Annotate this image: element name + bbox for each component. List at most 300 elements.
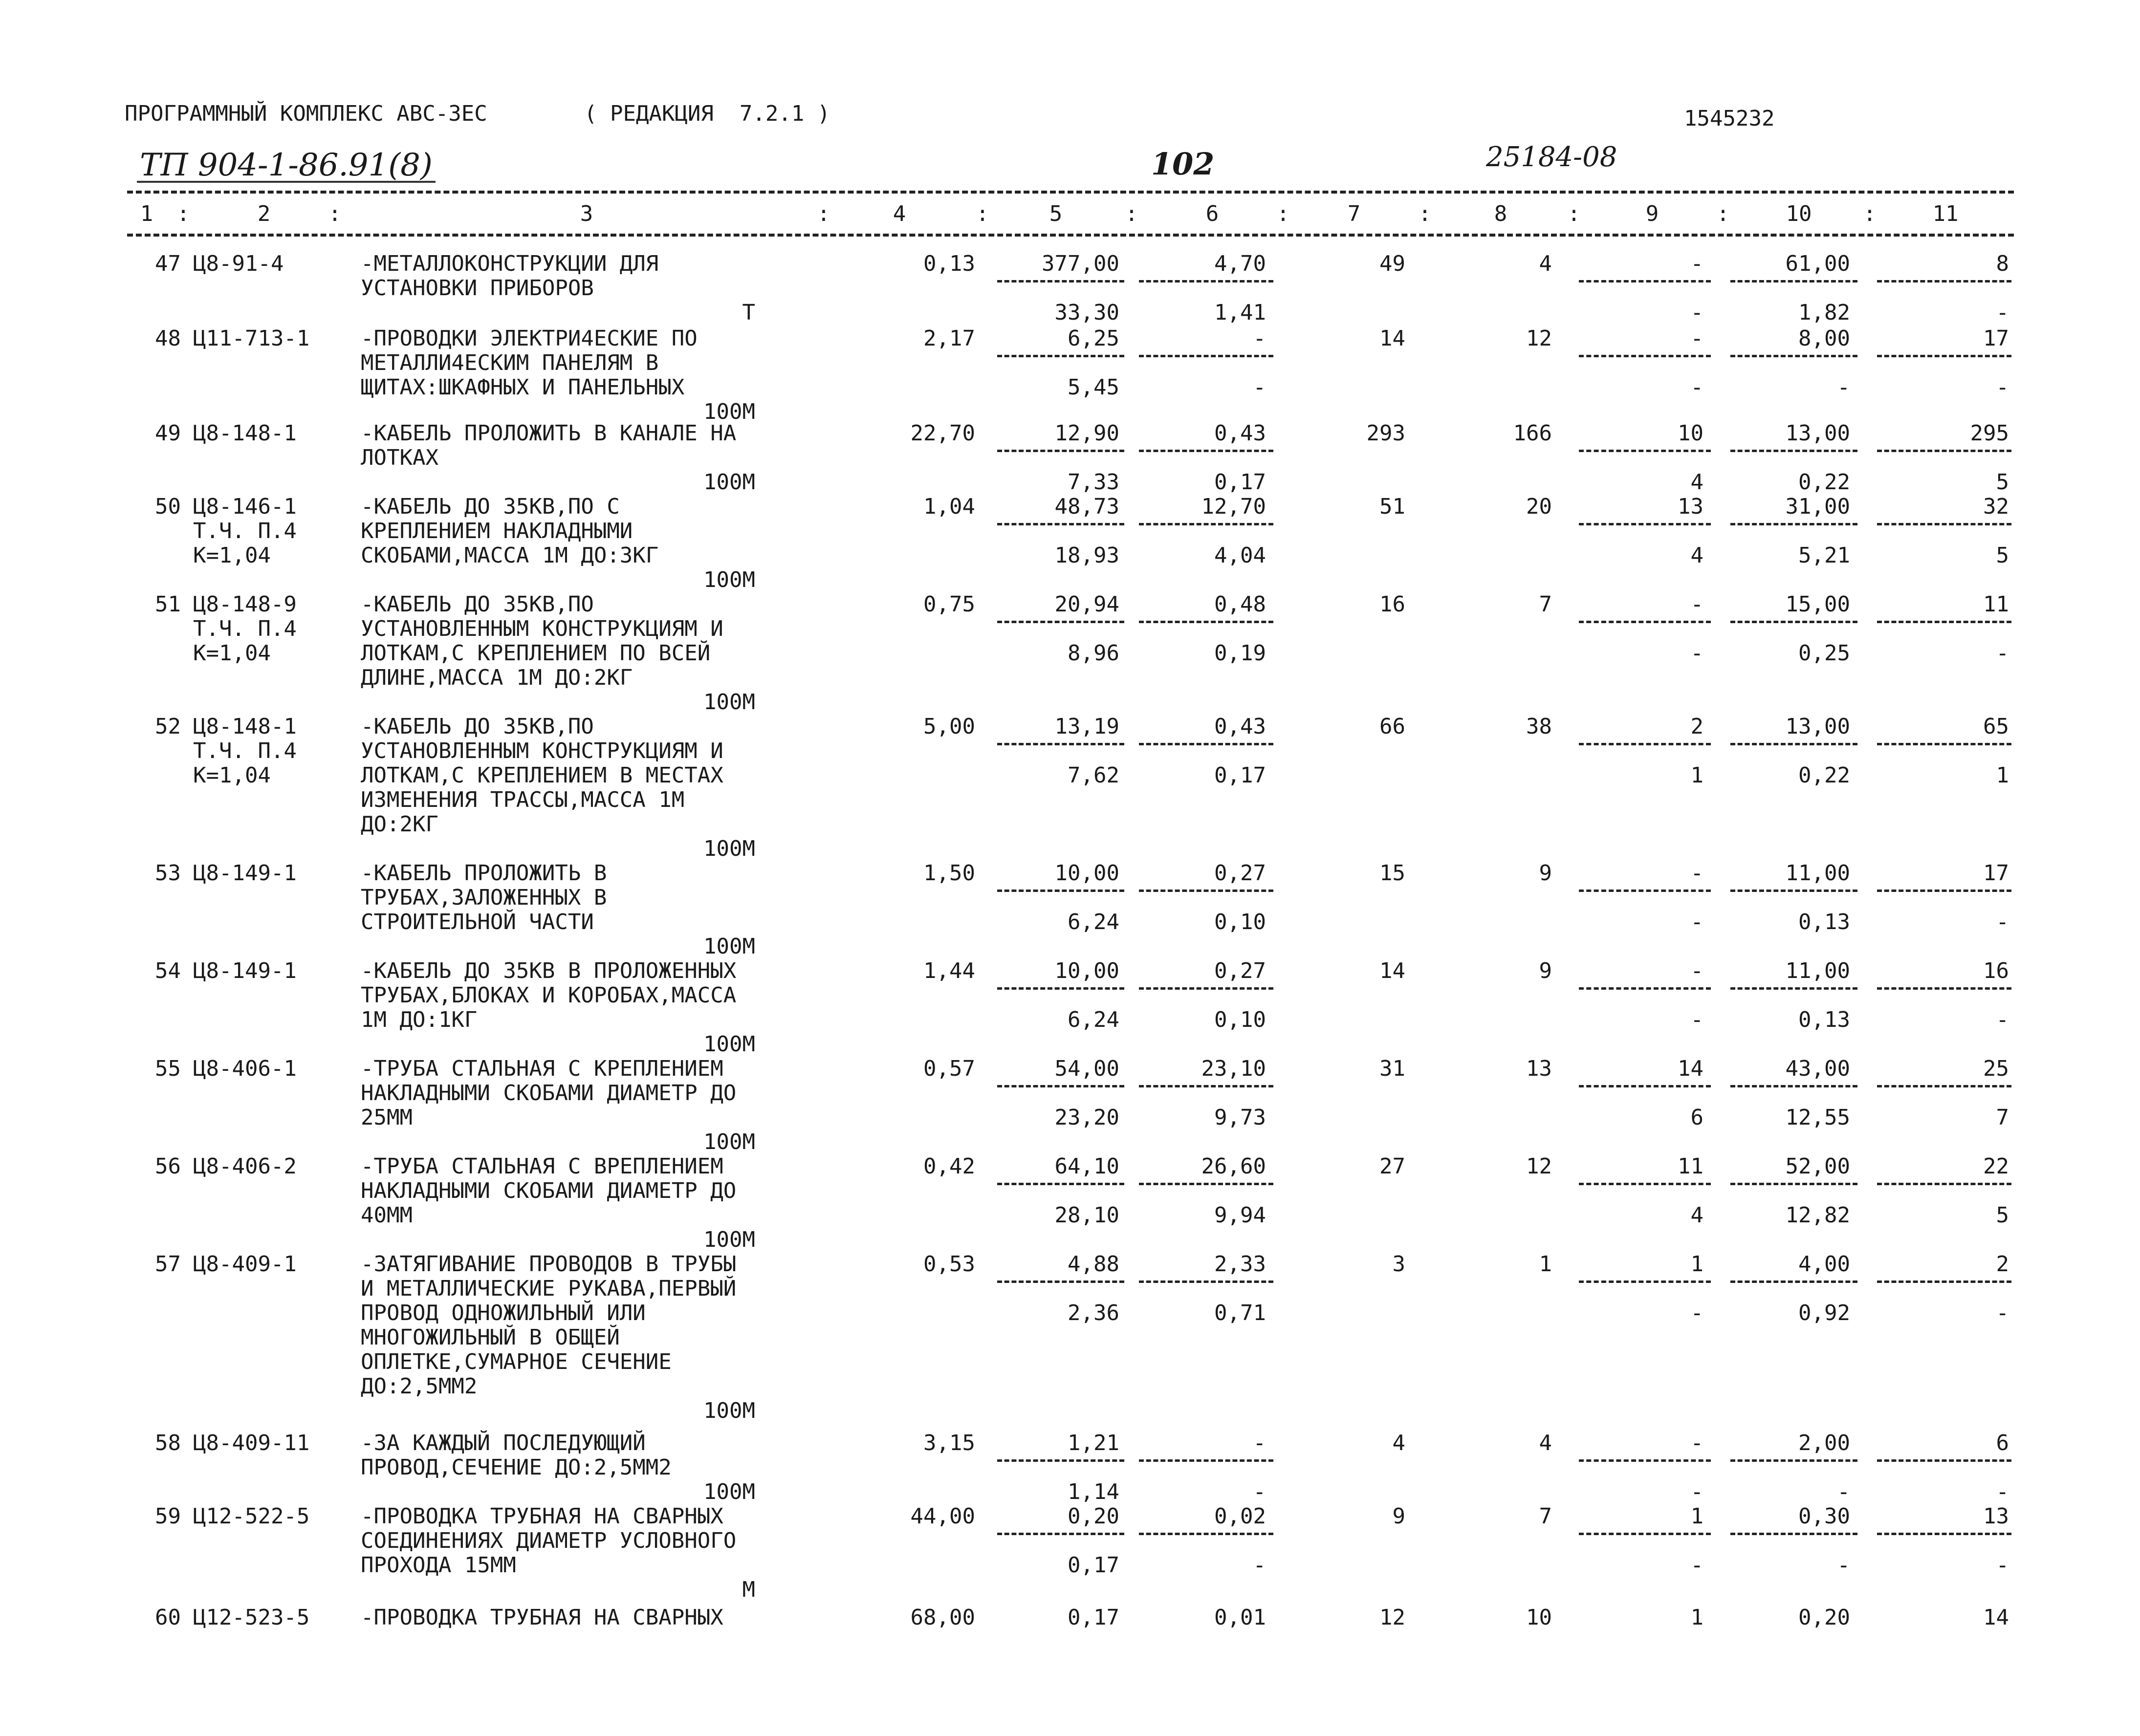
row-number: 47 xyxy=(155,251,181,276)
cell-c9-secondary: - xyxy=(1690,300,1703,325)
quantity: 22,70 xyxy=(910,421,975,446)
cell-c5: 13,19 xyxy=(1054,714,1119,739)
table-row xyxy=(0,421,2140,495)
cell-c8: 1 xyxy=(1539,1252,1552,1277)
cell-divider xyxy=(1139,1085,1273,1087)
cell-c10-secondary: 0,13 xyxy=(1798,910,1850,934)
row-number: 56 xyxy=(155,1154,181,1179)
cell-c6-secondary: - xyxy=(1253,1479,1266,1504)
cell-c11-secondary: - xyxy=(1996,375,2009,400)
row-number: 53 xyxy=(155,861,181,886)
cell-c11: 32 xyxy=(1983,494,2009,519)
cell-c11: 17 xyxy=(1983,861,2009,886)
cell-c10: 15,00 xyxy=(1785,592,1850,617)
cell-c6-secondary: 0,10 xyxy=(1214,1007,1266,1032)
column-separator: : xyxy=(1276,201,1290,226)
cell-c10: 0,20 xyxy=(1798,1605,1850,1630)
cell-divider xyxy=(997,1533,1124,1535)
column-header: 7 xyxy=(1347,201,1361,226)
cell-c8: 7 xyxy=(1539,592,1552,617)
cell-divider xyxy=(1730,1280,1857,1283)
rate-code: Ц8-409-11 xyxy=(193,1431,310,1455)
cell-c8: 13 xyxy=(1526,1056,1552,1081)
cell-divider xyxy=(1579,743,1711,745)
cell-divider xyxy=(1579,523,1711,525)
cell-c9: - xyxy=(1690,958,1703,983)
table-row xyxy=(0,251,2140,325)
cell-c10-secondary: 12,55 xyxy=(1785,1105,1850,1130)
cell-divider xyxy=(1579,355,1711,357)
cell-c8: 12 xyxy=(1526,1154,1552,1179)
cell-c11-secondary: - xyxy=(1996,1553,2009,1578)
cell-c9-secondary: - xyxy=(1690,1479,1703,1504)
unit-of-measure: 100М xyxy=(703,1479,755,1504)
cell-c10: 0,30 xyxy=(1798,1504,1850,1529)
table-row xyxy=(0,1504,2140,1602)
cell-divider xyxy=(1579,450,1711,452)
cell-divider xyxy=(997,1280,1124,1283)
work-description: -КАБЕЛЬ ПРОЛОЖИТЬ В xyxy=(361,861,607,886)
cell-divider xyxy=(1139,355,1273,357)
cell-c11-secondary: - xyxy=(1996,1007,2009,1032)
unit-of-measure: 100М xyxy=(703,470,755,495)
work-description: УСТАНОВЛЕННЫМ КОНСТРУКЦИЯМ И xyxy=(361,616,723,641)
quantity: 0,42 xyxy=(923,1154,975,1179)
unit-of-measure: 100М xyxy=(703,399,755,424)
work-description: СТРОИТЕЛЬНОЙ ЧАСТИ xyxy=(361,910,594,934)
cell-c6: 23,10 xyxy=(1201,1056,1266,1081)
rate-code: Ц8-146-1 xyxy=(193,494,297,519)
cell-c10: 8,00 xyxy=(1798,326,1850,351)
cell-divider xyxy=(1139,1183,1273,1185)
cell-c7: 14 xyxy=(1379,958,1405,983)
cell-c9-secondary: 1 xyxy=(1690,763,1703,788)
table-row xyxy=(0,1605,2140,1630)
cell-divider xyxy=(1730,1459,1857,1462)
cell-c9-secondary: - xyxy=(1690,910,1703,934)
cell-c6-secondary: 9,94 xyxy=(1214,1203,1266,1228)
work-description: 1М ДО:1КГ xyxy=(361,1007,478,1032)
cell-divider xyxy=(1877,1085,2011,1087)
cell-c6: 0,43 xyxy=(1214,714,1266,739)
cell-c5: 64,10 xyxy=(1054,1154,1119,1179)
cell-divider xyxy=(1730,1183,1857,1185)
cell-c6-secondary: 0,10 xyxy=(1214,910,1266,934)
cell-c7: 31 xyxy=(1379,1056,1405,1081)
cell-divider xyxy=(997,987,1124,990)
rate-code: Т.Ч. П.4 xyxy=(193,616,297,641)
cell-divider xyxy=(1730,523,1857,525)
cell-c11: 2 xyxy=(1996,1252,2009,1277)
cell-c6-secondary: 1,41 xyxy=(1214,300,1266,325)
cell-c7: 49 xyxy=(1379,251,1405,276)
cell-c6-secondary: 0,19 xyxy=(1214,641,1266,666)
cell-c10-secondary: - xyxy=(1837,375,1850,400)
unit-of-measure: 100М xyxy=(703,836,755,861)
cell-divider xyxy=(1579,1459,1711,1462)
cell-c11-secondary: - xyxy=(1996,1301,2009,1325)
quantity: 44,00 xyxy=(910,1504,975,1529)
row-number: 50 xyxy=(155,494,181,519)
cell-divider xyxy=(1877,523,2011,525)
cell-divider xyxy=(997,890,1124,892)
cell-c6: 0,48 xyxy=(1214,592,1266,617)
cell-c6: 0,01 xyxy=(1214,1605,1266,1630)
rate-code: Ц12-522-5 xyxy=(193,1504,310,1529)
table-row xyxy=(0,958,2140,1057)
cell-divider xyxy=(1139,1280,1273,1283)
rate-code: Т.Ч. П.4 xyxy=(193,519,297,543)
column-header: 4 xyxy=(893,201,906,226)
column-header: 6 xyxy=(1205,201,1219,226)
cell-c11-secondary: - xyxy=(1996,641,2009,666)
cell-c11: 17 xyxy=(1983,326,2009,351)
cell-divider xyxy=(1730,890,1857,892)
unit-of-measure: М xyxy=(742,1577,755,1602)
column-header: 2 xyxy=(257,201,271,226)
rate-code: Ц8-148-1 xyxy=(193,714,297,739)
rate-code: К=1,04 xyxy=(193,543,271,568)
table-row xyxy=(0,1056,2140,1154)
column-separator: : xyxy=(328,201,342,226)
cell-c7: 9 xyxy=(1392,1504,1405,1529)
work-description: ЛОТКАМ,С КРЕПЛЕНИЕМ В МЕСТАХ xyxy=(361,763,723,788)
cell-c5: 0,20 xyxy=(1068,1504,1119,1529)
cell-divider xyxy=(1877,743,2011,745)
cell-c6-secondary: 0,17 xyxy=(1214,470,1266,495)
cell-divider xyxy=(1139,523,1273,525)
cell-c8: 4 xyxy=(1539,1431,1552,1455)
rate-code: Ц8-406-1 xyxy=(193,1056,297,1081)
cell-divider xyxy=(1139,743,1273,745)
work-description: -ТРУБА СТАЛЬНАЯ С ВРЕПЛЕНИЕМ xyxy=(361,1154,723,1179)
cell-c5-secondary: 1,14 xyxy=(1068,1479,1119,1504)
unit-of-measure: 100М xyxy=(703,1032,755,1057)
cell-c9-secondary: 4 xyxy=(1690,470,1703,495)
rate-code: К=1,04 xyxy=(193,763,271,788)
cell-c8: 12 xyxy=(1526,326,1552,351)
cell-c9-secondary: - xyxy=(1690,1553,1703,1578)
cell-c6: 4,70 xyxy=(1214,251,1266,276)
cell-c7: 15 xyxy=(1379,861,1405,886)
cell-c6: 0,02 xyxy=(1214,1504,1266,1529)
table-row xyxy=(0,861,2140,959)
cell-c6: - xyxy=(1253,326,1266,351)
cell-divider xyxy=(997,355,1124,357)
cell-c10-secondary: - xyxy=(1837,1553,1850,1578)
cell-c11-secondary: - xyxy=(1996,1479,2009,1504)
cell-c6-secondary: 0,17 xyxy=(1214,763,1266,788)
cell-divider xyxy=(1877,890,2011,892)
column-separator: : xyxy=(1567,201,1581,226)
cell-divider xyxy=(1579,987,1711,990)
cell-divider xyxy=(1579,280,1711,282)
column-separator: : xyxy=(1418,201,1432,226)
cell-divider xyxy=(1877,1459,2011,1462)
cell-c10: 13,00 xyxy=(1785,714,1850,739)
cell-divider xyxy=(1877,1280,2011,1283)
cell-c5-secondary: 6,24 xyxy=(1068,910,1119,934)
unit-of-measure: Т xyxy=(742,300,755,325)
cell-divider xyxy=(997,1183,1124,1185)
column-header-row xyxy=(0,202,2140,229)
cell-c5-secondary: 7,62 xyxy=(1068,763,1119,788)
cell-c5: 12,90 xyxy=(1054,421,1119,446)
work-description: ПРОВОД ОДНОЖИЛЬНЫЙ ИЛИ xyxy=(361,1301,646,1325)
cell-c10: 61,00 xyxy=(1785,251,1850,276)
cell-c9-secondary: - xyxy=(1690,641,1703,666)
work-description: МНОГОЖИЛЬНЫЙ В ОБЩЕЙ xyxy=(361,1325,620,1350)
work-description: ЛОТКАХ xyxy=(361,445,438,470)
table-row xyxy=(0,1431,2140,1504)
quantity: 0,75 xyxy=(923,592,975,617)
cell-c6-secondary: 0,71 xyxy=(1214,1301,1266,1325)
project-number: ТП 904-1-86.91(8) xyxy=(137,150,436,183)
work-description: -ТРУБА СТАЛЬНАЯ С КРЕПЛЕНИЕМ xyxy=(361,1056,723,1081)
row-number: 59 xyxy=(155,1504,181,1529)
table-row xyxy=(0,326,2140,424)
work-description: ТРУБАХ,БЛОКАХ И КОРОБАХ,МАССА xyxy=(361,983,737,1008)
row-number: 60 xyxy=(155,1605,181,1630)
cell-divider xyxy=(1877,1183,2011,1185)
quantity: 2,17 xyxy=(923,326,975,351)
cell-divider xyxy=(997,280,1124,282)
row-number: 51 xyxy=(155,592,181,617)
cell-c5-secondary: 0,17 xyxy=(1068,1553,1119,1578)
table-row xyxy=(0,494,2140,592)
cell-c9: 2 xyxy=(1690,714,1703,739)
cell-c10-secondary: - xyxy=(1837,1479,1850,1504)
cell-c10-secondary: 0,92 xyxy=(1798,1301,1850,1325)
cell-divider xyxy=(1579,1183,1711,1185)
cell-c6-secondary: 9,73 xyxy=(1214,1105,1266,1130)
work-description: -КАБЕЛЬ ДО 35КВ,ПО xyxy=(361,714,594,739)
cell-c9-secondary: 4 xyxy=(1690,543,1703,568)
cell-divider xyxy=(997,523,1124,525)
cell-c9: - xyxy=(1690,592,1703,617)
cell-c7: 27 xyxy=(1379,1154,1405,1179)
cell-c10: 13,00 xyxy=(1785,421,1850,446)
work-description: ДО:2,5ММ2 xyxy=(361,1374,478,1399)
cell-c10: 11,00 xyxy=(1785,861,1850,886)
cell-c11-secondary: 1 xyxy=(1996,763,2009,788)
cell-c7: 66 xyxy=(1379,714,1405,739)
column-header: 5 xyxy=(1049,201,1063,226)
cell-divider xyxy=(1139,280,1273,282)
column-header: 11 xyxy=(1932,201,1959,226)
quantity: 0,57 xyxy=(923,1056,975,1081)
quantity: 68,00 xyxy=(910,1605,975,1630)
cell-c8: 10 xyxy=(1526,1605,1552,1630)
cell-c10-secondary: 12,82 xyxy=(1785,1203,1850,1228)
quantity: 1,04 xyxy=(923,494,975,519)
rate-code: Ц11-713-1 xyxy=(193,326,310,351)
quantity: 1,50 xyxy=(923,861,975,886)
edition-label: ( РЕДАКЦИЯ 7.2.1 ) xyxy=(584,101,830,126)
cell-divider xyxy=(1877,450,2011,452)
cell-c7: 51 xyxy=(1379,494,1405,519)
cell-c11: 65 xyxy=(1983,714,2009,739)
cell-c9-secondary: - xyxy=(1690,1007,1703,1032)
cell-c9: - xyxy=(1690,1431,1703,1455)
header-rule-bottom xyxy=(127,234,2014,237)
cell-c6-secondary: - xyxy=(1253,375,1266,400)
column-header: 8 xyxy=(1494,201,1507,226)
cell-c10-secondary: 0,25 xyxy=(1798,641,1850,666)
document-code: 1545232 xyxy=(1684,106,1775,131)
column-separator: : xyxy=(976,201,989,226)
cell-c5: 54,00 xyxy=(1054,1056,1119,1081)
work-description: -КАБЕЛЬ ДО 35КВ,ПО С xyxy=(361,494,620,519)
cell-divider xyxy=(1730,1085,1857,1087)
work-description: УСТАНОВКИ ПРИБОРОВ xyxy=(361,276,594,301)
cell-c11-secondary: - xyxy=(1996,300,2009,325)
cell-c6: 0,27 xyxy=(1214,958,1266,983)
rate-code: Ц8-91-4 xyxy=(193,251,284,276)
cell-c10: 43,00 xyxy=(1785,1056,1850,1081)
cell-c7: 3 xyxy=(1392,1252,1405,1277)
cell-c11-secondary: 7 xyxy=(1996,1105,2009,1130)
cell-c9: 1 xyxy=(1690,1252,1703,1277)
rate-code: Ц8-406-2 xyxy=(193,1154,297,1179)
cell-c10: 2,00 xyxy=(1798,1431,1850,1455)
cell-divider xyxy=(1877,355,2011,357)
table-row xyxy=(0,592,2140,715)
row-number: 54 xyxy=(155,958,181,983)
row-number: 49 xyxy=(155,421,181,446)
cell-c8: 166 xyxy=(1513,421,1552,446)
unit-of-measure: 100М xyxy=(703,567,755,592)
work-description: -ПРОВОДКА ТРУБНАЯ НА СВАРНЫХ xyxy=(361,1504,723,1529)
work-description: ЩИТАХ:ШКАФНЫХ И ПАНЕЛЬНЫХ xyxy=(361,375,685,400)
table-row xyxy=(0,1154,2140,1252)
cell-divider xyxy=(1579,1085,1711,1087)
work-description: -ЗАТЯГИВАНИЕ ПРОВОДОВ В ТРУБЫ xyxy=(361,1252,737,1277)
row-number: 52 xyxy=(155,714,181,739)
work-description: -КАБЕЛЬ ДО 35КВ,ПО xyxy=(361,592,594,617)
cell-c5: 377,00 xyxy=(1042,251,1119,276)
cell-c9-secondary: 4 xyxy=(1690,1203,1703,1228)
cell-c6-secondary: 4,04 xyxy=(1214,543,1266,568)
program-title: ПРОГРАММНЫЙ КОМПЛЕКС АВС-ЗЕС xyxy=(125,101,487,126)
unit-of-measure: 100М xyxy=(703,934,755,959)
cell-c9: - xyxy=(1690,326,1703,351)
work-description: УСТАНОВЛЕННЫМ КОНСТРУКЦИЯМ И xyxy=(361,738,723,763)
column-header: 10 xyxy=(1786,201,1812,226)
cell-divider xyxy=(1730,1533,1857,1535)
unit-of-measure: 100М xyxy=(703,1129,755,1154)
cell-c9: 14 xyxy=(1678,1056,1703,1081)
work-description: МЕТАЛЛИ4ЕСКИМ ПАНЕЛЯМ В xyxy=(361,350,659,375)
cell-c8: 4 xyxy=(1539,251,1552,276)
cell-divider xyxy=(1139,450,1273,452)
cell-c6: 12,70 xyxy=(1201,494,1266,519)
cell-c10-secondary: 0,22 xyxy=(1798,763,1850,788)
cell-c10: 4,00 xyxy=(1798,1252,1850,1277)
cell-c5: 4,88 xyxy=(1068,1252,1119,1277)
cell-divider xyxy=(1579,621,1711,623)
cell-divider xyxy=(1877,1533,2011,1535)
cell-c5-secondary: 5,45 xyxy=(1068,375,1119,400)
work-description: 40ММ xyxy=(361,1203,413,1228)
cell-c5: 1,21 xyxy=(1068,1431,1119,1455)
quantity: 1,44 xyxy=(923,958,975,983)
cell-c6: - xyxy=(1253,1431,1266,1455)
cell-c8: 20 xyxy=(1526,494,1552,519)
cell-divider xyxy=(1579,890,1711,892)
cell-c9: 11 xyxy=(1678,1154,1703,1179)
cell-c11-secondary: 5 xyxy=(1996,543,2009,568)
work-description: -ПРОВОДКА ТРУБНАЯ НА СВАРНЫХ xyxy=(361,1605,723,1630)
rate-code: Ц8-148-1 xyxy=(193,421,297,446)
cell-divider xyxy=(1730,987,1857,990)
cell-c11-secondary: - xyxy=(1996,910,2009,934)
work-description: ПРОВОД,СЕЧЕНИЕ ДО:2,5ММ2 xyxy=(361,1455,672,1480)
cell-c8: 9 xyxy=(1539,958,1552,983)
cell-c10: 11,00 xyxy=(1785,958,1850,983)
row-number: 48 xyxy=(155,326,181,351)
table-row xyxy=(0,1252,2140,1423)
cell-divider xyxy=(1877,621,2011,623)
work-description: -ПРОВОДКИ ЭЛЕКТРИ4ЕСКИЕ ПО xyxy=(361,326,698,351)
cell-c9: 13 xyxy=(1678,494,1703,519)
cell-c11-secondary: 5 xyxy=(1996,470,2009,495)
unit-of-measure: 100М xyxy=(703,1227,755,1252)
work-description: НАКЛАДНЫМИ СКОБАМИ ДИАМЕТР ДО xyxy=(361,1081,737,1106)
cell-c5-secondary: 8,96 xyxy=(1068,641,1119,666)
cell-c5-secondary: 33,30 xyxy=(1054,300,1119,325)
cell-divider xyxy=(1730,743,1857,745)
cell-c5-secondary: 28,10 xyxy=(1054,1203,1119,1228)
cell-c10-secondary: 0,13 xyxy=(1798,1007,1850,1032)
cell-c8: 7 xyxy=(1539,1504,1552,1529)
work-description: ТРУБАХ,ЗАЛОЖЕННЫХ В xyxy=(361,885,607,910)
cell-divider xyxy=(1139,890,1273,892)
cell-divider xyxy=(1877,987,2011,990)
cell-divider xyxy=(1139,1459,1273,1462)
row-number: 58 xyxy=(155,1431,181,1455)
rate-code: Ц8-148-9 xyxy=(193,592,297,617)
column-separator: : xyxy=(1863,201,1877,226)
cell-c11: 13 xyxy=(1983,1504,2009,1529)
cell-c6: 2,33 xyxy=(1214,1252,1266,1277)
cell-c9-secondary: - xyxy=(1690,375,1703,400)
cell-c10-secondary: 0,22 xyxy=(1798,470,1850,495)
cell-divider xyxy=(997,1085,1124,1087)
column-header: 3 xyxy=(580,201,593,226)
table-row xyxy=(0,714,2140,861)
cell-c6: 0,27 xyxy=(1214,861,1266,886)
work-description: -МЕТАЛЛОКОНСТРУКЦИИ ДЛЯ xyxy=(361,251,659,276)
quantity: 3,15 xyxy=(923,1431,975,1455)
cell-divider xyxy=(997,1459,1124,1462)
quantity: 5,00 xyxy=(923,714,975,739)
cell-c9: 1 xyxy=(1690,1504,1703,1529)
cell-c8: 38 xyxy=(1526,714,1552,739)
work-description: КРЕПЛЕНИЕМ НАКЛАДНЫМИ xyxy=(361,519,633,543)
cell-divider xyxy=(1139,1533,1273,1535)
cell-c9: - xyxy=(1690,251,1703,276)
work-description: ОПЛЕТКЕ,СУМАРНОЕ СЕЧЕНИЕ xyxy=(361,1349,672,1374)
cell-divider xyxy=(1579,1533,1711,1535)
quantity: 0,13 xyxy=(923,251,975,276)
row-number: 57 xyxy=(155,1252,181,1277)
column-separator: : xyxy=(1125,201,1138,226)
handwritten-doc-code: 25184-08 xyxy=(1486,141,1617,173)
cell-c7: 12 xyxy=(1379,1605,1405,1630)
work-description: НАКЛАДНЫМИ СКОБАМИ ДИАМЕТР ДО xyxy=(361,1178,737,1203)
cell-c11: 25 xyxy=(1983,1056,2009,1081)
